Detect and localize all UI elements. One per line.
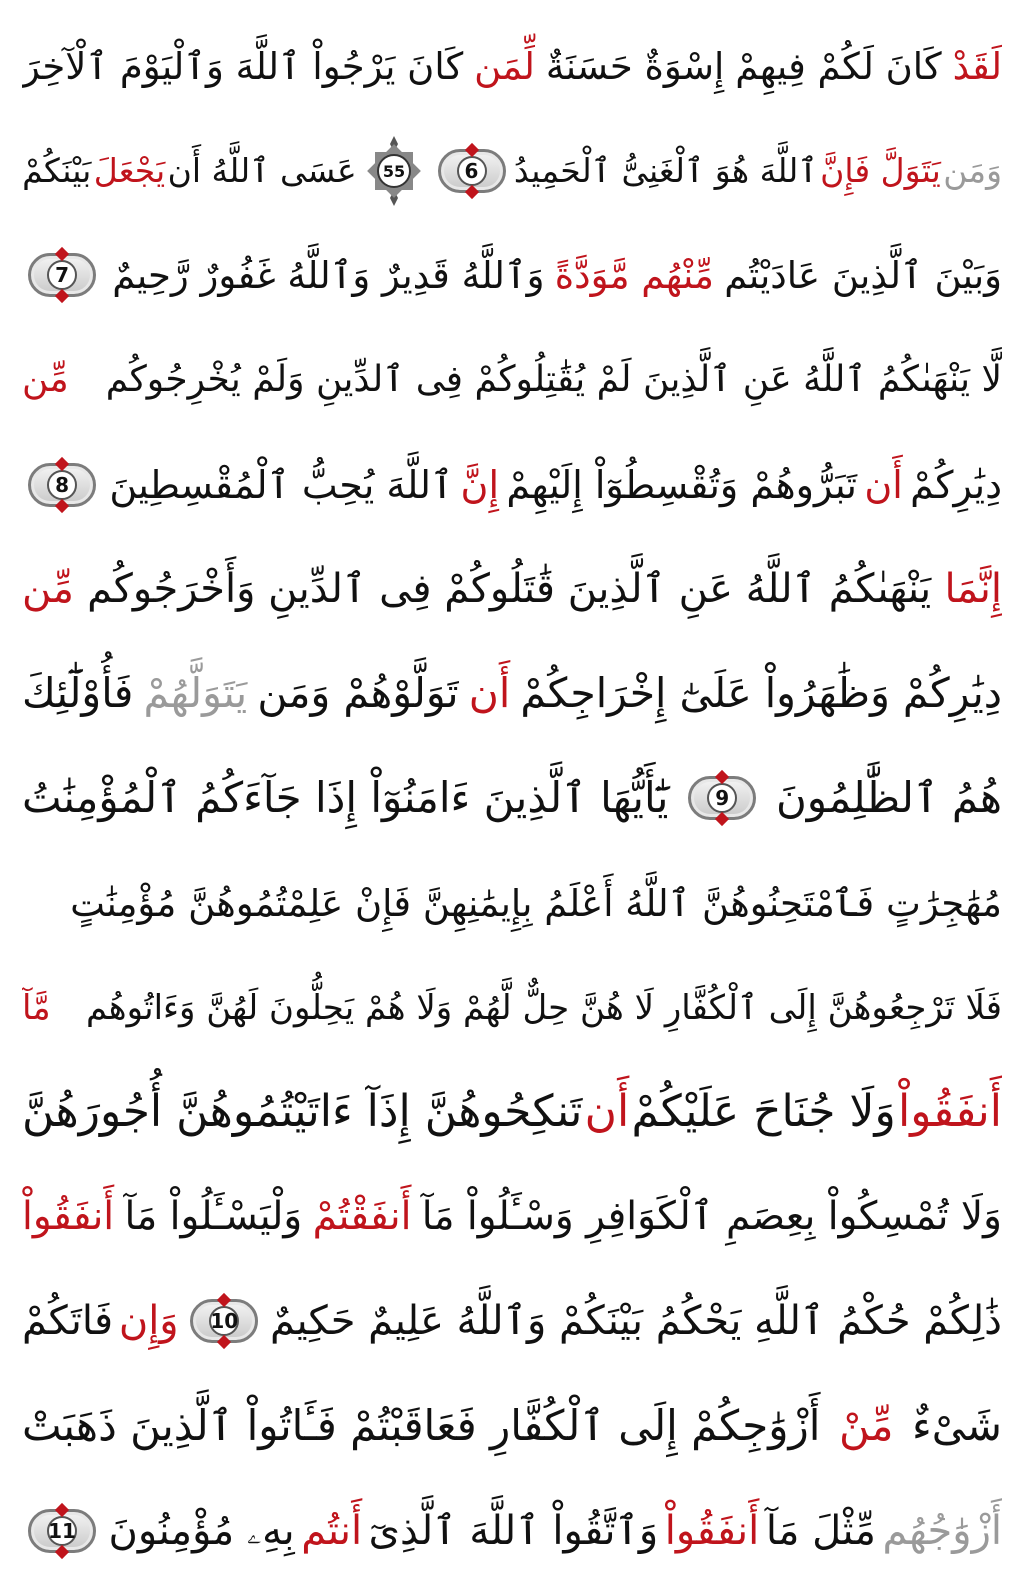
verse-text: لَّا يَنْهَىٰكُمُ ٱللَّهُ عَنِ ٱلَّذِينَ لَمْ يُقَٰتِلُوكُمْ فِى ٱلدِّينِ وَلَمْ يُخْرِجُوكُم <box>105 359 1002 401</box>
highlighted-word: أَنفَقْتُمْ <box>312 1194 412 1240</box>
ayah-number: 7 <box>47 260 77 290</box>
verse-text: عَسَى ٱللَّهُ أَن <box>167 151 357 191</box>
text-line <box>22 955 1002 1060</box>
text-line <box>22 1269 1002 1374</box>
highlighted-word: إِنَّ <box>460 462 500 507</box>
verse-text: أَزْوَٰجِكُمْ إِلَى ٱلْكُفَّارِ فَعَاقَبْتُمْ فَـَٔاتُواْ ٱلَّذِينَ ذَهَبَتْ <box>22 1401 821 1451</box>
rub-number: 55 <box>382 161 406 181</box>
verse-text: وَٱتَّقُواْ ٱللَّهَ ٱلَّذِىٓ <box>368 1507 659 1554</box>
ayah-number-marker <box>688 776 756 820</box>
highlighted-word: وَإِن <box>118 1298 179 1345</box>
verse-text: فَلَا تَرْجِعُوهُنَّ إِلَى ٱلْكُفَّارِ لَا هُنَّ حِلٌّ لَّهُمْ وَلَا هُمْ يَحِلُّونَ لَهُنَّ وَءَاتُوهُم <box>86 987 1002 1028</box>
verse-text: وَلْيَسْـَٔلُواْ مَآ <box>124 1194 303 1240</box>
highlighted-word: أَنفَقُواْ <box>664 1507 760 1554</box>
verse-text: وَلَا جُنَاحَ عَلَيْكُمْ <box>631 1086 896 1138</box>
ayah-number: 6 <box>457 156 487 186</box>
highlighted-word: أَن <box>864 462 903 507</box>
verse-text: وَٱللَّهُ قَدِيرٌ وَٱللَّهُ غَفُورٌ رَّحِيمٌ <box>112 253 545 297</box>
highlighted-word: أَنفَقُواْ <box>898 1086 1002 1138</box>
highlighted-word: أَن <box>468 669 511 718</box>
verse-text: وَلَا تُمْسِكُواْ بِعِصَمِ ٱلْكَوَافِرِ وَسْـَٔلُواْ مَآ <box>421 1194 1002 1240</box>
verse-text: ٱللَّهَ هُوَ ٱلْغَنِىُّ ٱلْحَمِيدُ <box>513 151 818 191</box>
text-line <box>22 642 1002 747</box>
verse-text: ذَٰلِكُمْ حُكْمُ ٱللَّهِ يَحْكُمُ بَيْنَكُمْ وَٱللَّهُ عَلِيمٌ حَكِيمٌ <box>269 1298 1002 1345</box>
highlighted-word: إِنَّمَا <box>944 566 1002 613</box>
verse-text: كَانَ لَكُمْ فِيهِمْ <box>735 44 942 88</box>
text-line <box>22 328 1002 433</box>
text-line <box>22 1060 1002 1165</box>
ayah-number: 8 <box>47 470 77 500</box>
text-line <box>22 432 1002 537</box>
verse-text: بَيْنَكُمْ <box>22 151 92 191</box>
highlighted-word: أَنتُم <box>301 1507 363 1554</box>
highlighted-word: أَنفَقُواْ <box>22 1194 115 1240</box>
verse-text: شَىْءٌ <box>912 1401 1002 1451</box>
text-line <box>22 14 1002 119</box>
verse-text: فَاتَكُمْ <box>22 1298 114 1345</box>
verse-text: وَبَيْنَ ٱلَّذِينَ عَادَيْتُم <box>724 253 1002 297</box>
text-line <box>22 1478 1002 1583</box>
verse-text: تَبَرُّوهُمْ وَتُقْسِطُوٓاْ إِلَيْهِمْ <box>506 462 858 507</box>
ayah-number-marker <box>28 1509 96 1553</box>
ayah-number: 11 <box>47 1516 77 1546</box>
muted-word: أَزْوَٰجُهُم <box>882 1507 1002 1554</box>
verse-text: يَٰٓأَيُّهَا ٱلَّذِينَ ءَامَنُوٓاْ إِذَا جَآءَكُمُ ٱلْمُؤْمِنَٰتُ <box>22 773 669 823</box>
verse-text: فَأُوْلَٰٓئِكَ <box>22 669 134 718</box>
highlighted-word: لِّمَن <box>474 44 535 88</box>
highlighted-word: مِّنْهُم مَّوَدَّةً <box>554 253 714 297</box>
ayah-number: 9 <box>707 783 737 813</box>
verse-text: كَانَ يَرْجُواْ ٱللَّهَ وَٱلْيَوْمَ ٱلْآخِرَ <box>22 44 464 88</box>
ayah-number-marker <box>28 253 96 297</box>
verse-text: تَوَلَّوْهُمْ وَمَن <box>257 669 459 718</box>
text-line <box>22 746 1002 851</box>
text-line <box>22 537 1002 642</box>
muted-word: وَمَن <box>943 151 1002 191</box>
rub-el-hizb-icon <box>365 134 423 208</box>
highlighted-word: يَتَوَلَّ فَإِنَّ <box>820 151 941 191</box>
highlighted-word: لَقَدْ <box>952 44 1002 88</box>
verse-text: هُمُ ٱلظَّٰلِمُونَ <box>775 773 1002 823</box>
ayah-number: 10 <box>209 1306 239 1336</box>
highlighted-word: مَّآ <box>22 987 51 1028</box>
muted-word: يَتَوَلَّهُمْ <box>143 669 248 718</box>
text-line <box>22 119 1002 224</box>
verse-text: ٱللَّهَ يُحِبُّ ٱلْمُقْسِطِينَ <box>109 462 454 507</box>
highlighted-word: مِّن <box>22 566 74 613</box>
ayah-number-marker <box>438 149 506 193</box>
highlighted-word: أَن <box>584 1086 630 1138</box>
verse-text: دِيَٰرِكُمْ <box>910 462 1002 507</box>
verse-text: دِيَٰرِكُمْ وَظَٰهَرُواْ عَلَىٰٓ إِخْرَاجِكُمْ <box>520 669 1002 718</box>
text-line <box>22 1165 1002 1270</box>
highlighted-word: مِّنْ <box>839 1401 894 1451</box>
highlighted-word: مِّن <box>22 359 69 401</box>
ayah-number-marker <box>28 463 96 507</box>
text-line <box>22 223 1002 328</box>
text-line <box>22 851 1002 956</box>
verse-text: إِسْوَةٌ حَسَنَةٌ <box>545 44 725 88</box>
verse-text: مُهَٰجِرَٰتٍ فَٱمْتَحِنُوهُنَّ ٱللَّهُ أَعْلَمُ بِإِيمَٰنِهِنَّ فَإِنْ عَلِمْتُمُوهُنَّ مُؤْمِنَٰتٍ <box>70 881 1002 925</box>
verse-text: تَنكِحُوهُنَّ إِذَآ ءَاتَيْتُمُوهُنَّ أُجُورَهُنَّ <box>22 1086 583 1138</box>
highlighted-word: يَجْعَلَ <box>93 151 166 191</box>
ayah-number-marker <box>190 1299 258 1343</box>
verse-text: يَنْهَىٰكُمُ ٱللَّهُ عَنِ ٱلَّذِينَ قَٰتَلُوكُمْ فِى ٱلدِّينِ وَأَخْرَجُوكُم <box>87 566 932 613</box>
verse-text: مِّثْلَ مَآ <box>765 1507 876 1554</box>
text-line <box>22 1374 1002 1479</box>
verse-text: بِهِۦ مُؤْمِنُونَ <box>108 1507 295 1554</box>
